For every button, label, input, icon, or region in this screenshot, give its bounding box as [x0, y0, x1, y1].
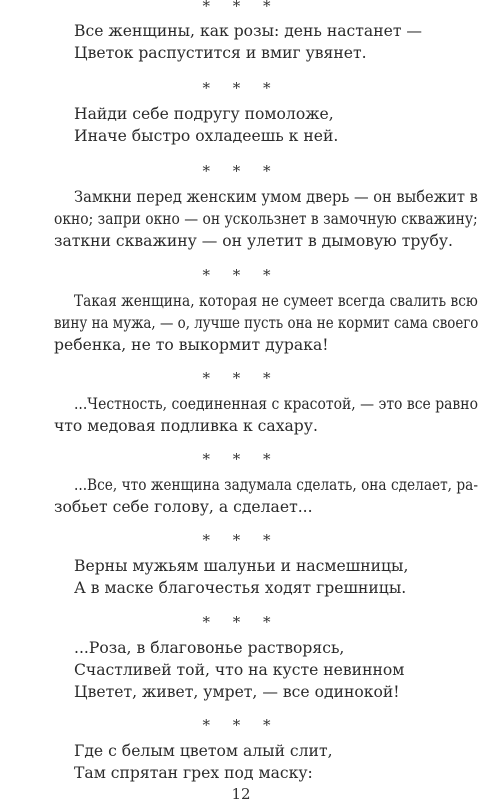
section-separator: * * *: [202, 531, 280, 549]
prose-line: заткни скважину — он улетит в дымовую трубу.: [54, 232, 453, 250]
verse-line: Счастливей той, что на кусте невинном: [74, 661, 405, 679]
prose-line: ...Все, что женщина задумала сделать, она сделает, ра-: [74, 476, 478, 494]
prose-line: Замкни перед женским умом дверь — он выбежит в: [74, 188, 478, 206]
verse-line: А в маске благочестья ходят грешницы.: [74, 579, 407, 597]
prose-line: вину на мужа, — о, лучше пусть она не кормит сама своего: [54, 314, 479, 332]
section-separator: * * *: [202, 613, 280, 631]
section-separator: * * *: [202, 369, 280, 387]
verse-line: Все женщины, как розы: день настанет —: [74, 22, 423, 40]
verse-line: Там спрятан грех под маску:: [74, 764, 313, 782]
prose-line: окно; запри окно — он ускользнет в замочную скважину;: [54, 210, 478, 228]
prose-line: Такая женщина, которая не сумеет всегда свалить всю: [74, 292, 478, 310]
verse-line: ...Роза, в благовонье растворясь,: [74, 639, 345, 657]
section-separator: * * *: [202, 716, 280, 734]
prose-line: что медовая подливка к сахару.: [54, 417, 318, 435]
section-separator: * * *: [202, 162, 280, 180]
verse-line: Цветок распустится и вмиг увянет.: [74, 44, 367, 62]
prose-line: ...Честность, соединенная с красотой, — это все равно: [74, 395, 478, 413]
section-separator: * * *: [202, 450, 280, 468]
section-separator: * * *: [202, 0, 280, 15]
section-separator: * * *: [202, 79, 280, 97]
section-separator: * * *: [202, 266, 280, 284]
prose-line: зобьет себе голову, а сделает...: [54, 498, 313, 516]
verse-line: Верны мужьям шалуньи и насмешницы,: [74, 557, 409, 575]
verse-line: Найди себе подругу помоложе,: [74, 105, 334, 123]
verse-line: Цветет, живет, умрет, — все одинокой!: [74, 683, 400, 701]
verse-line: Где с белым цветом алый слит,: [74, 742, 333, 760]
page-number: 12: [231, 785, 251, 803]
prose-line: ребенка, не то выкормит дурака!: [54, 336, 329, 354]
verse-line: Иначе быстро охладеешь к ней.: [74, 127, 339, 145]
